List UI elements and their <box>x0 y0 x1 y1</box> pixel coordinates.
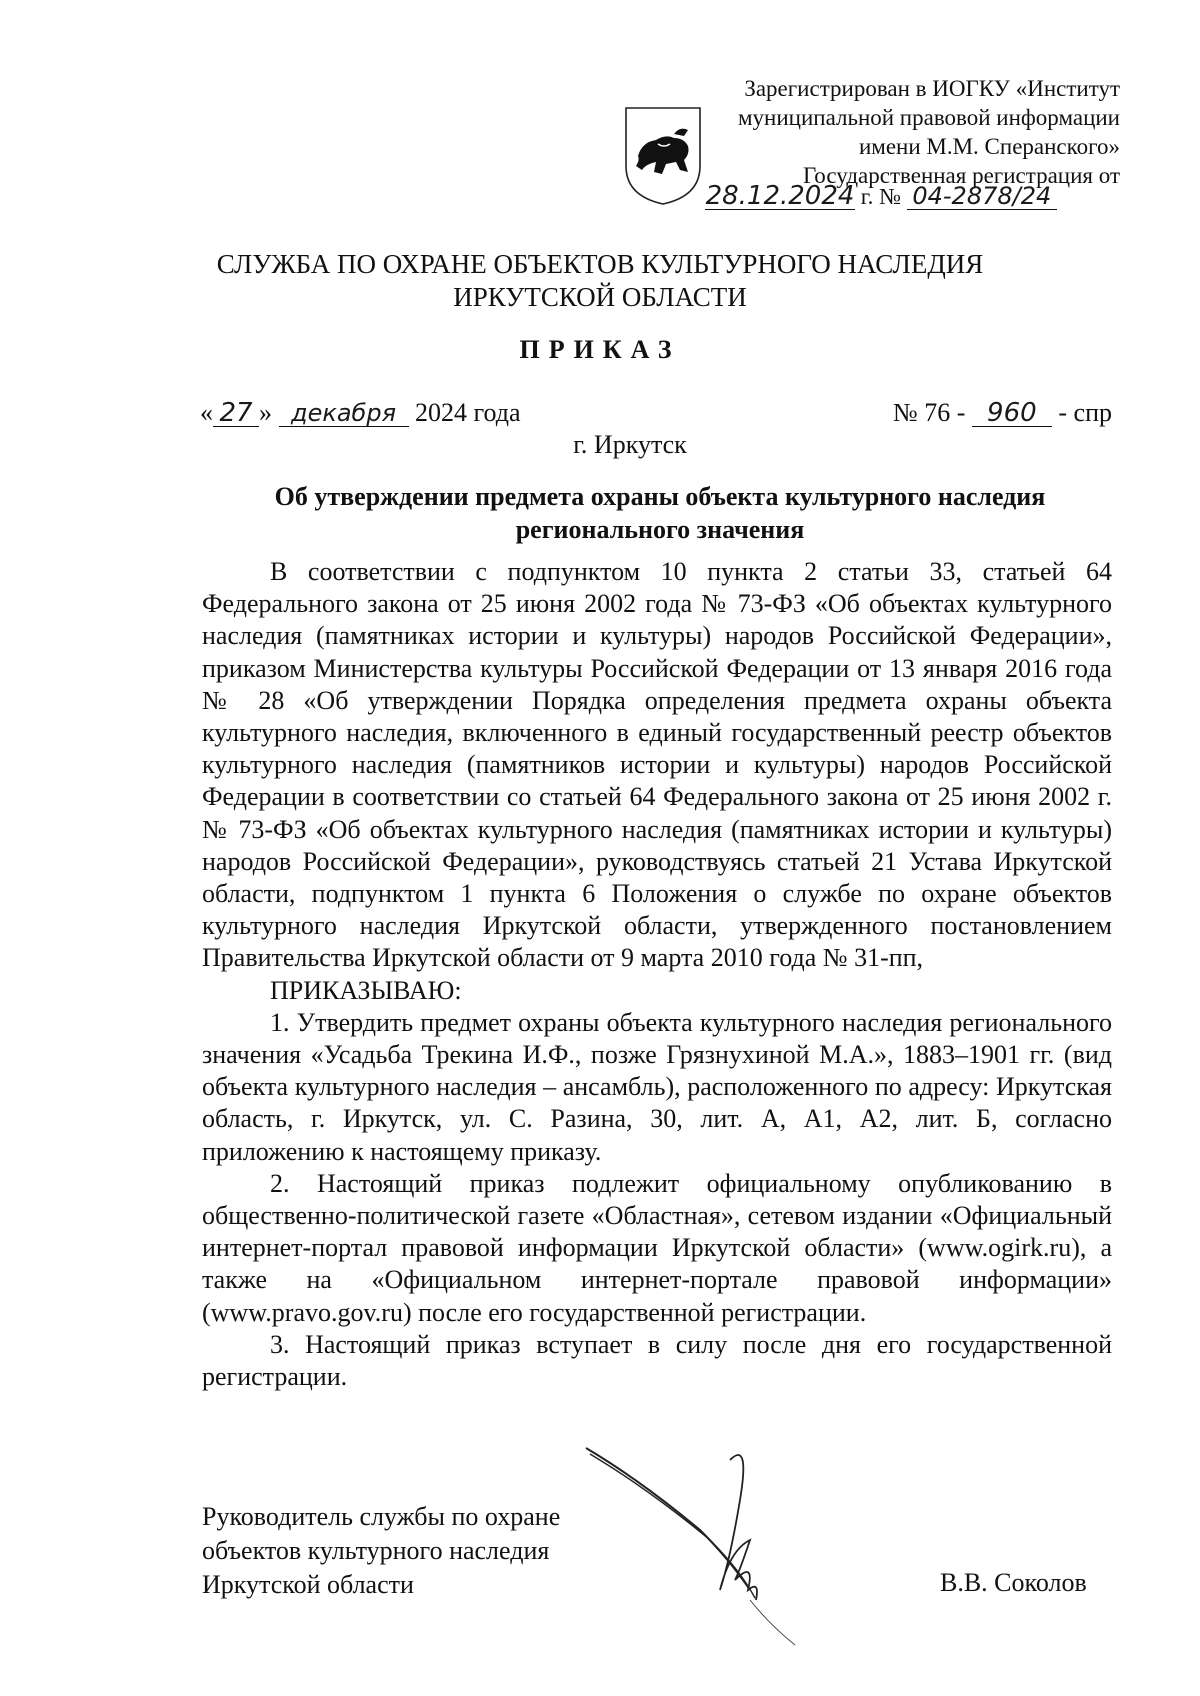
coat-of-arms-icon <box>622 104 704 208</box>
organization-line-2: ИРКУТСКОЙ ОБЛАСТИ <box>453 282 747 312</box>
registration-g-label: г. № <box>860 184 902 209</box>
order-title <box>200 480 1120 546</box>
order-number <box>893 398 1112 428</box>
registration-line-2: муниципальной правовой информации <box>737 105 1120 130</box>
date-year: 2024 года <box>415 398 521 427</box>
order-word: ПРИКАЗЫВАЮ: <box>270 975 462 1005</box>
preamble-paragraph: В соответствии с подпунктом 10 пункта 2 статьи 33, статьей 64 Федерального закона от 25 июня 2002 года № 73-ФЗ «Об объектах культурного наследия (памятниках истории и культуры) народов Российской Федерации», приказом Министерства культуры Российской Федерации от 13 января 2016 года № 28 «Об утверждении Порядка определения предмета охраны объекта культурного наследия, включенного в единый государственный реестр объектов культурного наследия (памятников истории и культуры) народов Российской Федерации в соответствии со статьей 64 Федерального закона от 25 июня 2002 г. № 73-ФЗ «Об объектах культурного наследия (памятниках истории и культуры) народов Российской Федерации», руководствуясь статьей 21 Устава Иркутской области, подпунктом 1 пункта 6 Положения о службе по охране объектов культурного наследия Иркутской области, утвержденного постановлением Правительства Иркутской области от 9 марта 2010 года № 31-пп, <box>202 557 1112 973</box>
signer-name: В.В. Соколов <box>940 1568 1087 1597</box>
date-close-quote: » <box>259 398 272 427</box>
date-month-handwritten: декабря <box>279 400 409 427</box>
signature-block <box>202 1500 622 1602</box>
number-prefix: № 76 - <box>892 398 966 427</box>
date-open-quote: « <box>200 398 213 427</box>
organization-name <box>0 248 1200 314</box>
title-line-2: регионального значения <box>515 515 805 544</box>
organization-line-1: СЛУЖБА ПО ОХРАНЕ ОБЪЕКТОВ КУЛЬТУРНОГО НАСЛЕДИЯ <box>216 249 984 279</box>
document-type: ПРИКАЗ <box>519 335 681 364</box>
item-1-paragraph: 1. Утвердить предмет охраны объекта культурного наследия регионального значения «Усадьба Трекина И.Ф., позже Грязнухиной М.А.», 1883–1901 гг. (вид объекта культурного наследия – ансамбль), расположенного по адресу: Иркутская область, г. Иркутск, ул. С. Разина, 30, лит. А, А1, А2, лит. Б, согласно приложению к настоящему приказу. <box>202 1007 1112 1166</box>
registration-line-4: Государственная регистрация от <box>803 163 1120 188</box>
title-line-1: Об утверждении предмета охраны объекта культурного наследия <box>274 482 1046 511</box>
registration-number-line <box>705 183 1125 210</box>
city: г. Иркутск <box>573 430 687 459</box>
number-handwritten: 960 <box>972 400 1052 427</box>
order-body <box>202 556 1112 1393</box>
registration-number-handwritten: 04-2878/24 <box>907 183 1057 210</box>
item-3-paragraph: 3. Настоящий приказ вступает в силу после дня его государственной регистрации. <box>202 1329 1112 1392</box>
number-suffix: - спр <box>1058 398 1112 427</box>
handwritten-signature-icon <box>580 1440 840 1650</box>
registration-line-1: Зарегистрирован в ИОГКУ «Институт <box>744 76 1120 101</box>
registration-line-3: имени М.М. Сперанского» <box>858 134 1120 159</box>
signer-title-line-3: Иркутской области <box>202 1570 414 1599</box>
signer-title-line-1: Руководитель службы по охране <box>202 1502 561 1531</box>
signer-title-line-2: объектов культурного наследия <box>202 1536 550 1565</box>
date-day-handwritten: 27 <box>213 400 259 427</box>
item-2-paragraph: 2. Настоящий приказ подлежит официальному опубликованию в общественно-политической газете «Областная», сетевом издании «Официальный интернет-портал правовой информации Иркутской области» (www.ogirk.ru), а также на «Официальном интернет-портале правовой информации» (www.pravo.gov.ru) после его государственной регистрации. <box>202 1168 1112 1327</box>
registration-stamp <box>700 74 1120 190</box>
registration-date-handwritten: 28.12.2024 <box>705 181 855 211</box>
